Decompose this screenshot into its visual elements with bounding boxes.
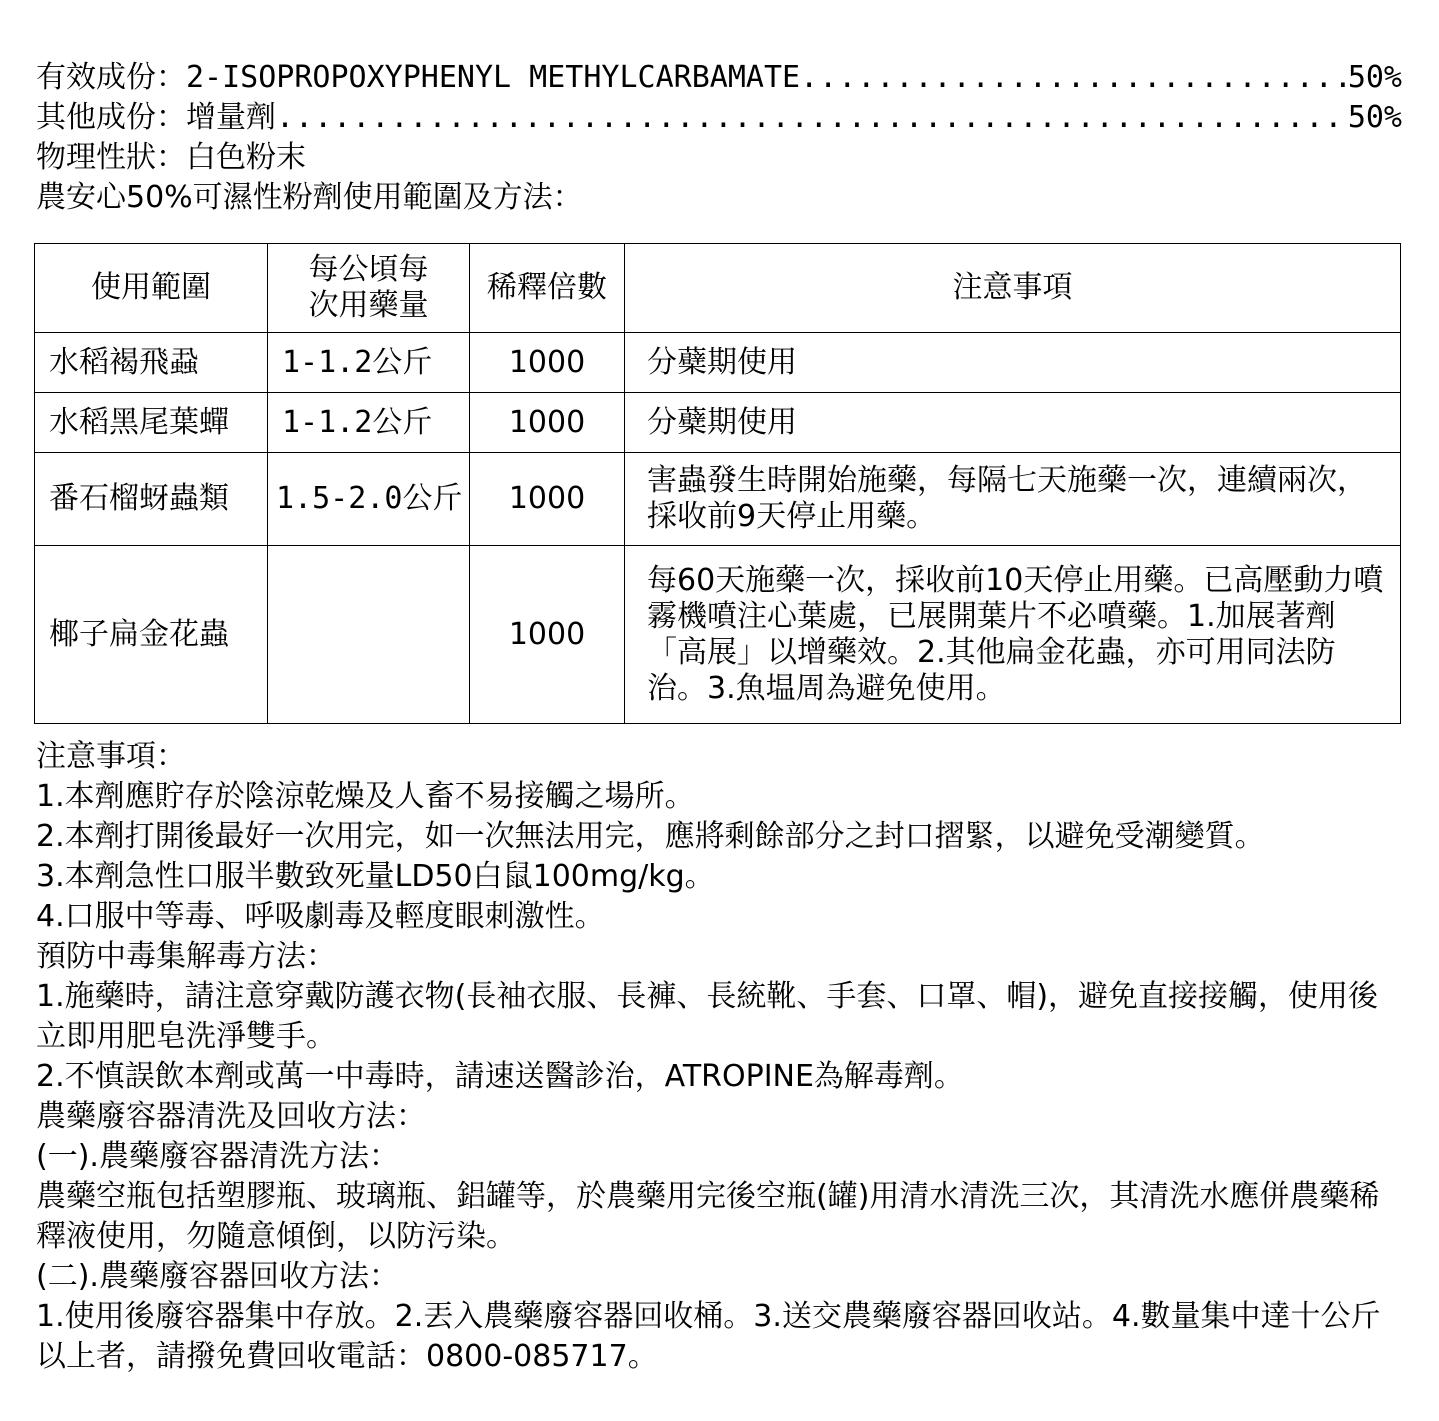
header-notes: 注意事項: [625, 244, 1401, 333]
container-wash-text: 農藥空瓶包括塑膠瓶、玻璃瓶、鋁罐等，於農藥用完後空瓶(罐)用清水清洗三次，其清洗水應併農藥稀釋液使用，勿隨意傾倒，以防污染。: [36, 1179, 1380, 1254]
table-row: [35, 393, 1401, 453]
other-ingredient-percent: 50%: [1347, 100, 1402, 135]
precautions-title: 注意事項：: [36, 739, 186, 774]
row-dilution: 1000: [470, 546, 625, 724]
row-notes: 害蟲發生時開始施藥，每隔七天施藥一次，連續兩次，採收前9天停止用藥。: [625, 453, 1401, 546]
row-dose: 1-1.2公斤: [268, 333, 470, 393]
active-ingredient-label: 有效成份：: [36, 60, 186, 95]
other-ingredient-value: 增量劑: [186, 100, 276, 135]
active-ingredient-line: [36, 58, 1402, 98]
table-row: [35, 333, 1401, 393]
container-recycle-text: 1.使用後廢容器集中存放。2.丟入農藥廢容器回收桶。3.送交農藥廢容器回收站。4.數量集中達十公斤以上者，請撥免費回收電話：0800-085717。: [36, 1299, 1381, 1374]
other-ingredient-line: [36, 98, 1402, 138]
row-dilution: 1000: [470, 453, 625, 546]
antidote-item: 1.施藥時，請注意穿戴防護衣物(長袖衣服、長褲、長統靴、手套、口罩、帽)，避免直接接觸，使用後立即用肥皂洗淨雙手。: [36, 979, 1379, 1054]
table-header-row: [35, 244, 1401, 333]
active-ingredient-value: 2-ISOPROPOXYPHENYL METHYLCARBAMATE: [186, 60, 801, 95]
row-notes: 分蘗期使用: [625, 393, 1401, 453]
antidote-item: 2.不慎誤飲本劑或萬一中毒時，請速送醫診治，ATROPINE為解毒劑。: [36, 1059, 964, 1094]
active-ingredient-percent: 50%: [1347, 60, 1402, 95]
row-notes: 分蘗期使用: [625, 333, 1401, 393]
table-row: [35, 453, 1401, 546]
row-scope: 番石榴蚜蟲類: [35, 453, 268, 546]
label-header: [36, 58, 1402, 218]
header-dose-line2: 次用藥量: [308, 288, 429, 323]
precaution-item: 2.本劑打開後最好一次用完，如一次無法用完，應將剩餘部分之封口摺緊，以避免受潮變質。: [36, 819, 1265, 854]
header-dose: [268, 244, 470, 333]
precaution-item: 4.口服中等毒、呼吸劇毒及輕度眼刺激性。: [36, 899, 605, 934]
row-dose: 1-1.2公斤: [268, 393, 470, 453]
row-scope: 水稻褐飛蝨: [35, 333, 268, 393]
container-wash-title: (一).農藥廢容器清洗方法：: [36, 1139, 399, 1174]
row-dilution: 1000: [470, 333, 625, 393]
row-dose: 1.5-2.0公斤: [268, 453, 470, 546]
row-scope: 椰子扁金花蟲: [35, 546, 268, 724]
label-body: [36, 737, 1406, 1377]
precaution-item: 1.本劑應貯存於陰涼乾燥及人畜不易接觸之場所。: [36, 779, 695, 814]
usage-table: [34, 243, 1401, 724]
container-recycle-title: (二).農藥廢容器回收方法：: [36, 1259, 399, 1294]
leader-dots: [800, 58, 1348, 98]
row-notes: 每60天施藥一次，採收前10天停止用藥。已高壓動力噴霧機噴注心葉處，已展開葉片不必噴藥。1.加展著劑「高展」以增藥效。2.其他扁金花蟲，亦可用同法防治。3.魚塭周為避免使用。: [625, 546, 1401, 724]
usage-title: 農安心50%可濕性粉劑使用範圍及方法：: [36, 180, 583, 215]
antidote-title: 預防中毒集解毒方法：: [36, 939, 336, 974]
header-dose-line1: 每公頃每: [308, 252, 429, 287]
leader-dots: [276, 98, 1348, 138]
row-dose: [268, 546, 470, 724]
precaution-item: 3.本劑急性口服半數致死量LD50白鼠100mg/kg。: [36, 859, 715, 894]
table-row: [35, 546, 1401, 724]
other-ingredient-label: 其他成份：: [36, 100, 186, 135]
container-title: 農藥廢容器清洗及回收方法：: [36, 1099, 426, 1134]
physical-property: 物理性狀：白色粉末: [36, 140, 306, 175]
row-dilution: 1000: [470, 393, 625, 453]
header-scope: 使用範圍: [35, 244, 268, 333]
header-dilution: 稀釋倍數: [470, 244, 625, 333]
row-scope: 水稻黑尾葉蟬: [35, 393, 268, 453]
